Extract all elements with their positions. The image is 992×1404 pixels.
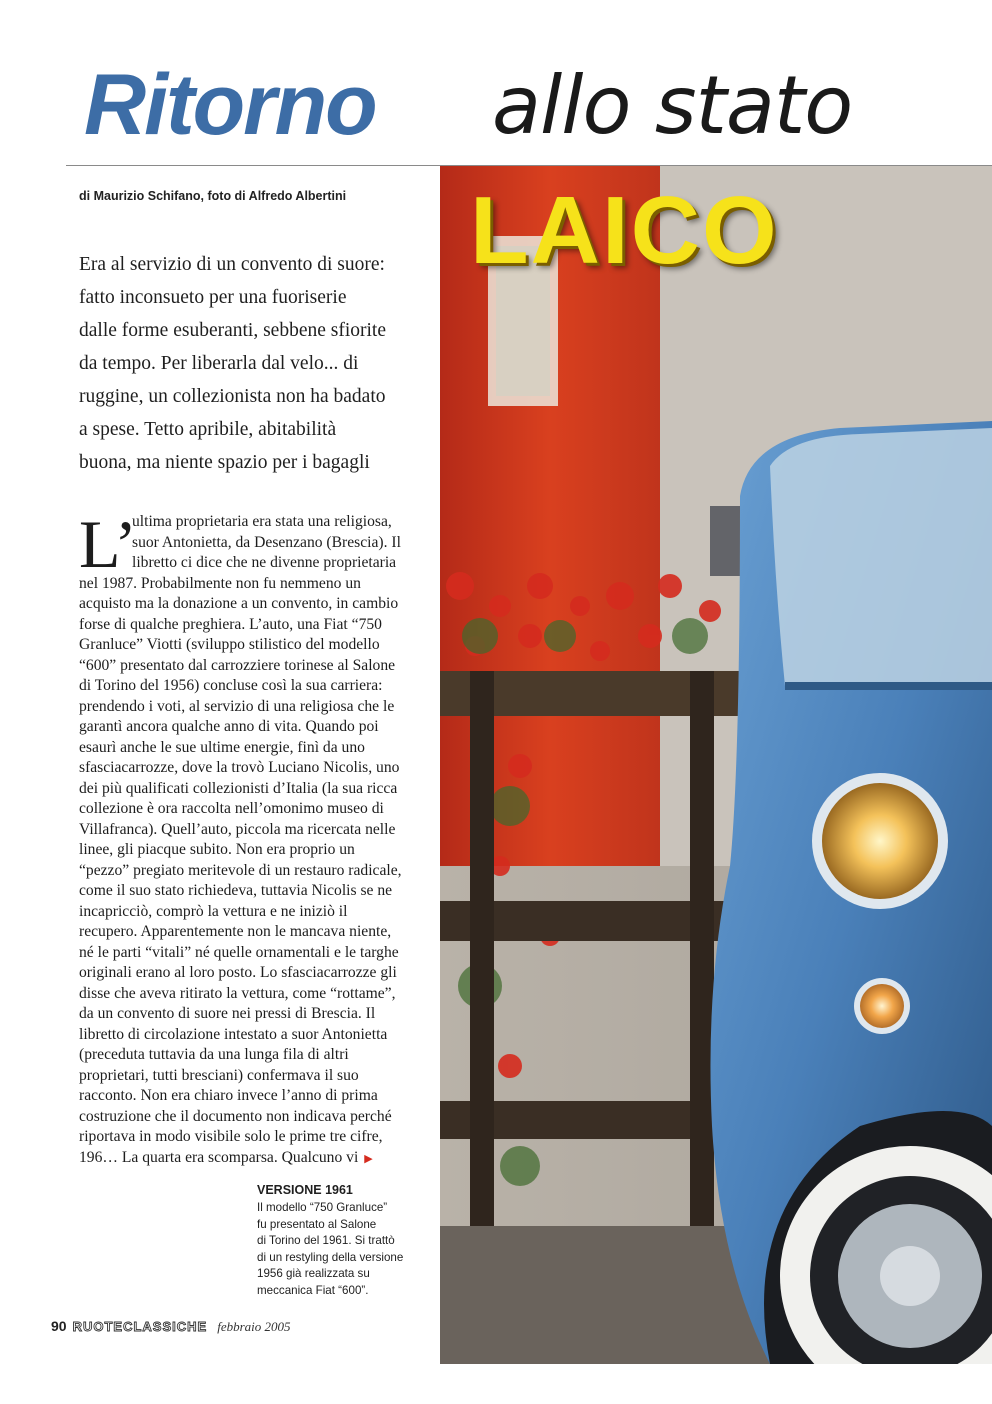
body-line: libretto di circolazione intestato a suor Antonietta bbox=[79, 1025, 388, 1043]
title-word-laico: LAICO bbox=[470, 177, 779, 284]
caption-line: 1956 già realizzata su bbox=[257, 1267, 370, 1281]
car-photo-illustration bbox=[440, 166, 992, 1364]
intro-line: dalle forme esuberanti, sebbene sfiorite bbox=[79, 320, 387, 341]
title-word-allo-stato: allo stato bbox=[492, 59, 853, 152]
issue-date: febbraio 2005 bbox=[217, 1319, 291, 1334]
caption-line: di Torino del 1961. Si trattò bbox=[257, 1234, 395, 1248]
body-line: incapricciò, comprò la vettura e ne iniziò il bbox=[79, 902, 348, 920]
caption-line: fu presentato al Salone bbox=[257, 1217, 377, 1231]
body-line-last bbox=[79, 1148, 421, 1170]
intro-line: Era al servizio di un convento di suore: bbox=[79, 254, 385, 275]
body-line: Granluce” Viotti (sviluppo stilistico del modello bbox=[79, 636, 380, 653]
caption-body bbox=[257, 1200, 422, 1300]
page-footer bbox=[51, 1318, 291, 1335]
body-line: suor Antonietta, da Desenzano (Brescia). Il bbox=[132, 533, 401, 551]
drop-cap: L’ bbox=[79, 506, 137, 582]
article-photo bbox=[440, 166, 992, 1364]
body-line: collezione è ora raccolta nell’omonimo museo di bbox=[79, 800, 384, 817]
body-line: proprietari, tutti bresciani) confermava il suo bbox=[79, 1066, 359, 1084]
intro-line: ruggine, un collezionista non ha badato bbox=[79, 386, 386, 407]
body-line: da un convento di suore nei pressi di Brescia. Il bbox=[79, 1005, 376, 1022]
intro-line: fatto inconsueto per una fuoriserie bbox=[79, 287, 347, 308]
magazine-name: RUOTECLASSICHE bbox=[72, 1319, 208, 1334]
body-line: disse che aveva ritirato la vettura, come “rottame”, bbox=[79, 984, 396, 1002]
title-word-ritorno: Ritorno bbox=[84, 57, 376, 153]
body-line: riportava in modo visibile solo le prime tre cifre, bbox=[79, 1128, 383, 1145]
body-line: costruzione che il documento non indicava perché bbox=[79, 1107, 392, 1125]
body-line: recupero. Apparentemente non le mancava niente, bbox=[79, 923, 392, 940]
body-line: originali erano al loro posto. Lo sfasciacarrozze gli bbox=[79, 964, 397, 981]
continue-arrow-icon: ▶ bbox=[364, 1152, 373, 1165]
body-line: nel 1987. Probabilmente non fu nemmeno un bbox=[79, 574, 361, 592]
body-line: di Torino del 1956) concluse così la sua carriera: bbox=[79, 677, 383, 694]
body-line: “pezzo” pregiato meritevole di un restauro radicale, bbox=[79, 861, 402, 879]
body-line: dei più qualificati collezionisti d’Italia (la sua ricca bbox=[79, 779, 398, 797]
intro-paragraph bbox=[79, 248, 424, 479]
caption-line: Il modello “750 Granluce” bbox=[257, 1201, 388, 1214]
body-line: acquisto ma la donazione a un convento, in cambio bbox=[79, 595, 399, 612]
body-line-text: 196… La quarta era scomparsa. Qualcuno vi bbox=[79, 1148, 359, 1166]
caption-line: meccanica Fiat “600”. bbox=[257, 1283, 369, 1297]
intro-line: a spese. Tetto apribile, abitabilità bbox=[79, 419, 337, 440]
intro-line: da tempo. Per liberarla dal velo... di bbox=[79, 353, 359, 374]
byline: di Maurizio Schifano, foto di Alfredo Albertini bbox=[79, 189, 347, 203]
body-line: garantì ancora qualche anno di vita. Quando poi bbox=[79, 718, 379, 735]
intro-line: buona, ma niente spazio per i bagagli bbox=[79, 452, 370, 473]
body-line: “600” presentato dal carrozziere torinese al Salone bbox=[79, 656, 396, 674]
body-line: né le parti “vitali” né quelle ornamentali e le targhe bbox=[79, 943, 399, 961]
page-number: 90 bbox=[51, 1318, 67, 1334]
article-body bbox=[79, 506, 421, 1169]
body-line: forse di qualche preghiera. L’auto, una Fiat “750 bbox=[79, 615, 382, 633]
body-line: linee, gli piacque subito. Non era proprio un bbox=[79, 841, 355, 858]
body-line: Villafranca). Quell’auto, piccola ma ricercata nelle bbox=[79, 820, 396, 838]
body-line: come il suo stato richiedeva, tuttavia Nicolis se ne bbox=[79, 882, 393, 899]
body-line: esaurì anche le sue ultime energie, finì da uno bbox=[79, 738, 365, 756]
body-line: sfasciacarrozze, dove la trovò Luciano Nicolis, uno bbox=[79, 759, 400, 776]
caption-title: VERSIONE 1961 bbox=[257, 1183, 353, 1197]
body-line: (preceduta tuttavia da una lunga fila di altri bbox=[79, 1046, 349, 1063]
body-line: prendendo i voti, al servizio di una religiosa che le bbox=[79, 697, 395, 715]
body-line: racconto. Non era chiaro invece l’anno di prima bbox=[79, 1087, 378, 1104]
body-line: ultima proprietaria era stata una religiosa, bbox=[132, 513, 392, 530]
caption-line: di un restyling della versione bbox=[257, 1250, 404, 1264]
body-line: libretto ci dice che ne divenne proprietaria bbox=[132, 554, 397, 571]
